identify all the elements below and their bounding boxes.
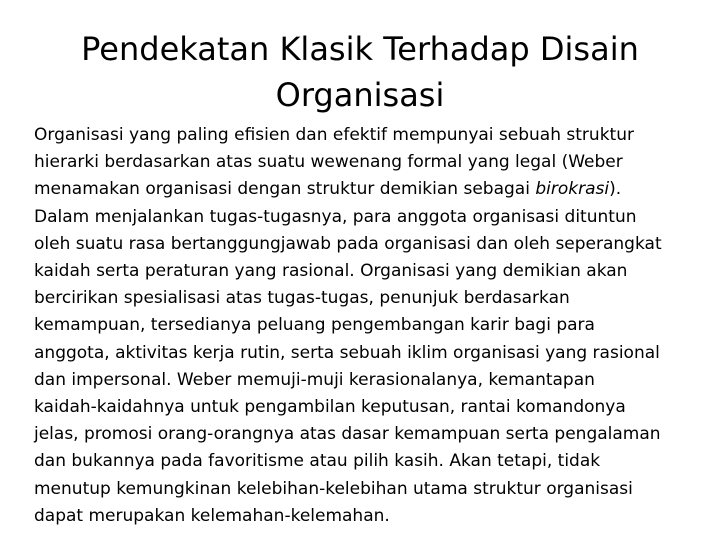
body-line-5: oleh suatu rasa bertanggungjawab pada organisasi dan oleh seperangkat — [34, 233, 662, 254]
body-line-6: kaidah serta peraturan yang rasional. Organisasi yang demikian akan — [34, 261, 628, 282]
slide-title-line-2: Organisasi — [275, 76, 445, 114]
body-line-7: bercirikan spesialisasi atas tugas-tugas, penunjuk berdasarkan — [34, 288, 570, 309]
body-line-14: menutup kemungkinan kelebihan-kelebihan utama struktur organisasi — [34, 478, 633, 499]
body-line-8: kemampuan, tersedianya peluang pengembangan karir bagi para — [34, 315, 595, 336]
body-line-3 — [34, 176, 714, 203]
body-line-15: dapat merupakan kelemahan-kelemahan. — [34, 505, 390, 526]
body-line-10: dan impersonal. Weber memuji-muji kerasionalanya, kemantapan — [34, 369, 595, 390]
body-line-13: dan bukannya pada favoritisme atau pilih kasih. Akan tetapi, tidak — [34, 451, 601, 472]
body-line-3-text: menamakan organisasi dengan struktur demikian sebagai — [34, 179, 536, 200]
body-line-4: Dalam menjalankan tugas-tugasnya, para anggota organisasi dituntun — [34, 206, 637, 227]
slide-body-paragraph — [34, 122, 714, 530]
body-line-11: kaidah-kaidahnya untuk pengambilan keputusan, rantai komandonya — [34, 397, 626, 418]
slide-title — [40, 26, 680, 118]
slide-title-line-1: Pendekatan Klasik Terhadap Disain — [81, 30, 639, 68]
body-line-3-end: ). — [609, 179, 622, 200]
body-line-9: anggota, aktivitas kerja rutin, serta sebuah iklim organisasi yang rasional — [34, 342, 660, 363]
birokrasi-term: birokrasi — [535, 179, 610, 200]
body-line-1: Organisasi yang paling efisien dan efektif mempunyai sebuah struktur — [34, 125, 634, 145]
body-line-12: jelas, promosi orang-orangnya atas dasar kemampuan serta pengalaman — [34, 424, 661, 445]
body-line-2: hierarki berdasarkan atas suatu wewenang formal yang legal (Weber — [34, 152, 623, 173]
